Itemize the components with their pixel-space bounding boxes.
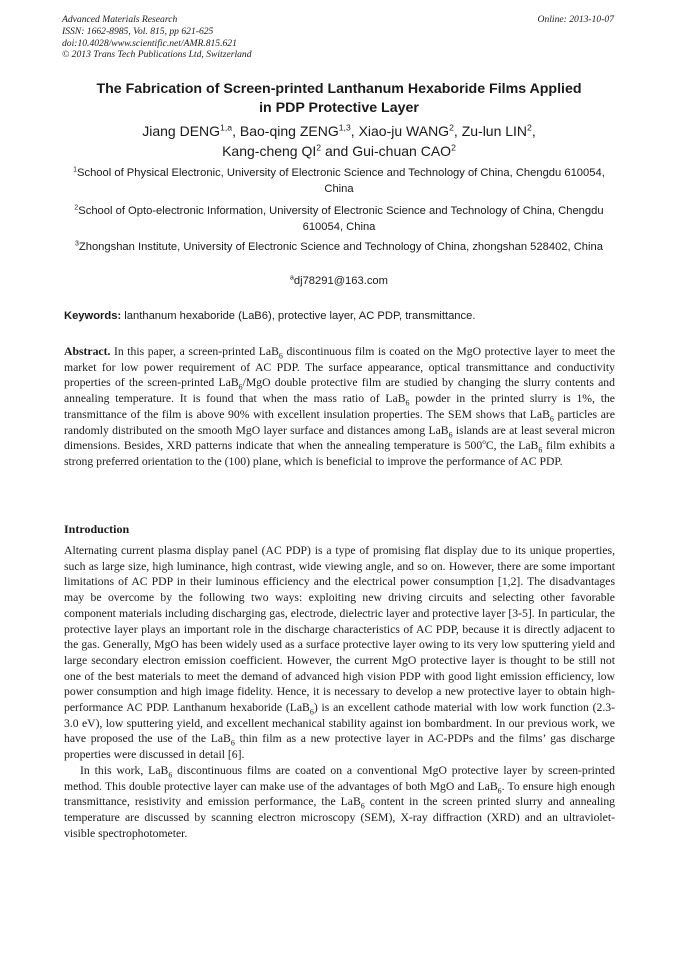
author-name: Kang-cheng QI <box>222 142 317 159</box>
intro-text: In this work, LaB <box>80 763 169 777</box>
section-heading: Introduction <box>64 522 130 536</box>
author-sup: 2 <box>316 141 322 152</box>
abstract-text: powder in the printed slurry is 1%, the transmittance of the film is above 90% with excellent insulation properties. The SEM shows that LaB <box>64 392 615 421</box>
abstract-text: C, the LaB <box>485 439 539 453</box>
intro-text: . To ensure high enough transmittance, resistivity and emission performance, the LaB <box>64 779 615 809</box>
copyright-line: © 2013 Trans Tech Publications Ltd, Switzerland <box>62 49 252 61</box>
intro-paragraph-1 <box>64 543 615 763</box>
author-name: Zu-lun LIN <box>461 123 528 139</box>
affiliation-2 <box>62 204 616 235</box>
keywords <box>64 309 616 324</box>
affiliation-1 <box>62 166 616 197</box>
abstract-text: discontinuous film is coated on the MgO protective layer to meet the market for low power requirement of AC PDP. The surface appearance, optical transmittance and conductivity properties of the screen-printed LaB <box>64 345 616 390</box>
title-line-1: The Fabrication of Screen-printed Lanthanum Hexaboride Films Applied <box>96 81 582 97</box>
title-line-2: in PDP Protective Layer <box>259 100 419 116</box>
author-list <box>40 122 638 161</box>
subscript: 6 <box>238 382 243 392</box>
journal-header <box>62 14 252 61</box>
email-sup: a <box>290 274 294 282</box>
affiliation-sup: 3 <box>75 240 79 248</box>
subscript: 6 <box>309 707 314 717</box>
author-line-2 <box>40 142 638 162</box>
author-name: Xiao-ju WANG <box>358 123 450 139</box>
abstract-text: particles are randomly distributed on the smooth MgO layer surface and distances among LaB <box>64 407 615 437</box>
email-line <box>62 274 616 290</box>
journal-name: Advanced Materials Research <box>62 14 178 25</box>
abstract-text: islands are at least several micron dimensions. Besides, XRD patterns indicate that when the annealing temperature is 500 <box>64 423 615 453</box>
subscript: 6 <box>360 801 365 811</box>
keywords-label: Keywords: <box>64 310 122 322</box>
author-name: Jiang DENG <box>142 123 221 139</box>
abstract-text: In this paper, a screen-printed LaB <box>110 345 279 358</box>
subscript: 6 <box>168 770 173 780</box>
subscript: 6 <box>278 351 283 361</box>
author-name: Gui-chuan CAO <box>352 142 452 159</box>
author-sup: 1,3 <box>338 122 351 133</box>
intro-text: ) is an excellent cathode material with low work function (2.3-3.0 eV), low sputtering yield, and excellent mechanical stability against ion bombardment. In our previous work, we have proposed the use of the LaB <box>64 701 615 746</box>
subscript: 6 <box>448 429 453 439</box>
subscript: 6 <box>405 398 410 408</box>
keywords-text: lanthanum hexaboride (LaB6), protective layer, AC PDP, transmittance. <box>121 310 476 322</box>
doi-line: doi:10.4028/www.scientific.net/AMR.815.621 <box>62 37 237 49</box>
degree-sup: o <box>482 438 486 447</box>
intro-text: discontinuous films are coated on a conventional MgO protective layer by screen-printed method. This double protective layer can make use of the advantages of both MgO and LaB <box>64 763 615 793</box>
paper-title <box>40 80 638 118</box>
affiliation-sup: 1 <box>73 166 78 174</box>
subscript: 6 <box>549 414 554 424</box>
author-and: and <box>321 142 353 159</box>
introduction-body <box>64 543 615 841</box>
intro-text: Alternating current plasma display panel (AC PDP) is a type of promising flat display due to its unique properties, such as large size, high luminance, high contrast, wide viewing angle, and so on. However, there are some important limitations of AC PDP in their luminous efficiency and the electrical power consumption [1,2]. The disadvantages may be overcome by the following two ways: exploiting new driving circuits and selecting other favorable component materials including discharging gas, electrode, dielectric layer and protective layer [3-5]. In particular, the protective layer plays an important role in the discharge characteristics of AC PDP, because it is directly adjacent to the gas. Generally, MgO has been widely used as a surface protective layer owing to its very low sputtering yield and large secondary electron emission coefficient. However, the current MgO protective layer is thought to be still not one of the best materials to meet the demand of advanced high vision PDP with good light emission efficiency, low power consumption and high image fidelity. Hence, it is necessary to develop a new protective layer to obtain high-performance AC PDP. Lanthanum hexaboride (LaB <box>64 544 615 715</box>
affiliation-text: School of Opto-electronic Information, University of Electronic Science and Technology of China, Chengdu 610054, China <box>78 205 604 233</box>
affiliation-3 <box>62 240 616 256</box>
subscript: 6 <box>538 445 543 455</box>
author-sup: 2 <box>449 122 454 133</box>
author-name: Bao-qing ZENG <box>239 123 339 139</box>
intro-paragraph-2 <box>64 763 615 842</box>
abstract-text: film exhibits a strong preferred orientation to the (100) plane, which is beneficial to improve the performance of AC PDP. <box>64 439 615 468</box>
author-sup: 2 <box>451 141 456 152</box>
affiliation-text: School of Physical Electronic, University of Electronic Science and Technology of China, Chengdu 610054, China <box>77 167 605 195</box>
email-link[interactable]: dj78291@163.com <box>293 275 388 287</box>
intro-text: content in the screen printed slurry and annealing temperature are discussed by scanning electron microscopy (SEM), X-ray diffraction (XRD) and an ultraviolet-visible spectrophotometer. <box>64 795 616 840</box>
author-sup: 2 <box>527 122 532 133</box>
abstract-label: Abstract. <box>64 345 111 358</box>
issn-line: ISSN: 1662-8985, Vol. 815, pp 621-625 <box>62 25 214 37</box>
online-date: Online: 2013-10-07 <box>537 14 614 25</box>
author-line-1: Jiang DENG$^{1,a}$, Bao-qing ZENG$^{1,3}$, Xiao-ju WANG$^2$, Zu-lun LIN$^2$, <box>142 122 536 139</box>
subscript: 6 <box>230 738 235 748</box>
affiliation-sup: 2 <box>74 204 79 212</box>
intro-text: thin film as a new protective layer in AC-PDPs and the films’ gas discharge properties were discussed in detail [6]. <box>64 732 615 762</box>
subscript: 6 <box>497 785 502 795</box>
abstract <box>64 344 615 470</box>
author-sup: 1,a <box>220 122 233 133</box>
affiliation-text: Zhongshan Institute, University of Electronic Science and Technology of China, zhongshan 528402, China <box>78 241 603 253</box>
abstract-text: /MgO double protective film are studied by changing the slurry contents and annealing temperature. It is found that when the mass ratio of LaB <box>64 376 615 406</box>
